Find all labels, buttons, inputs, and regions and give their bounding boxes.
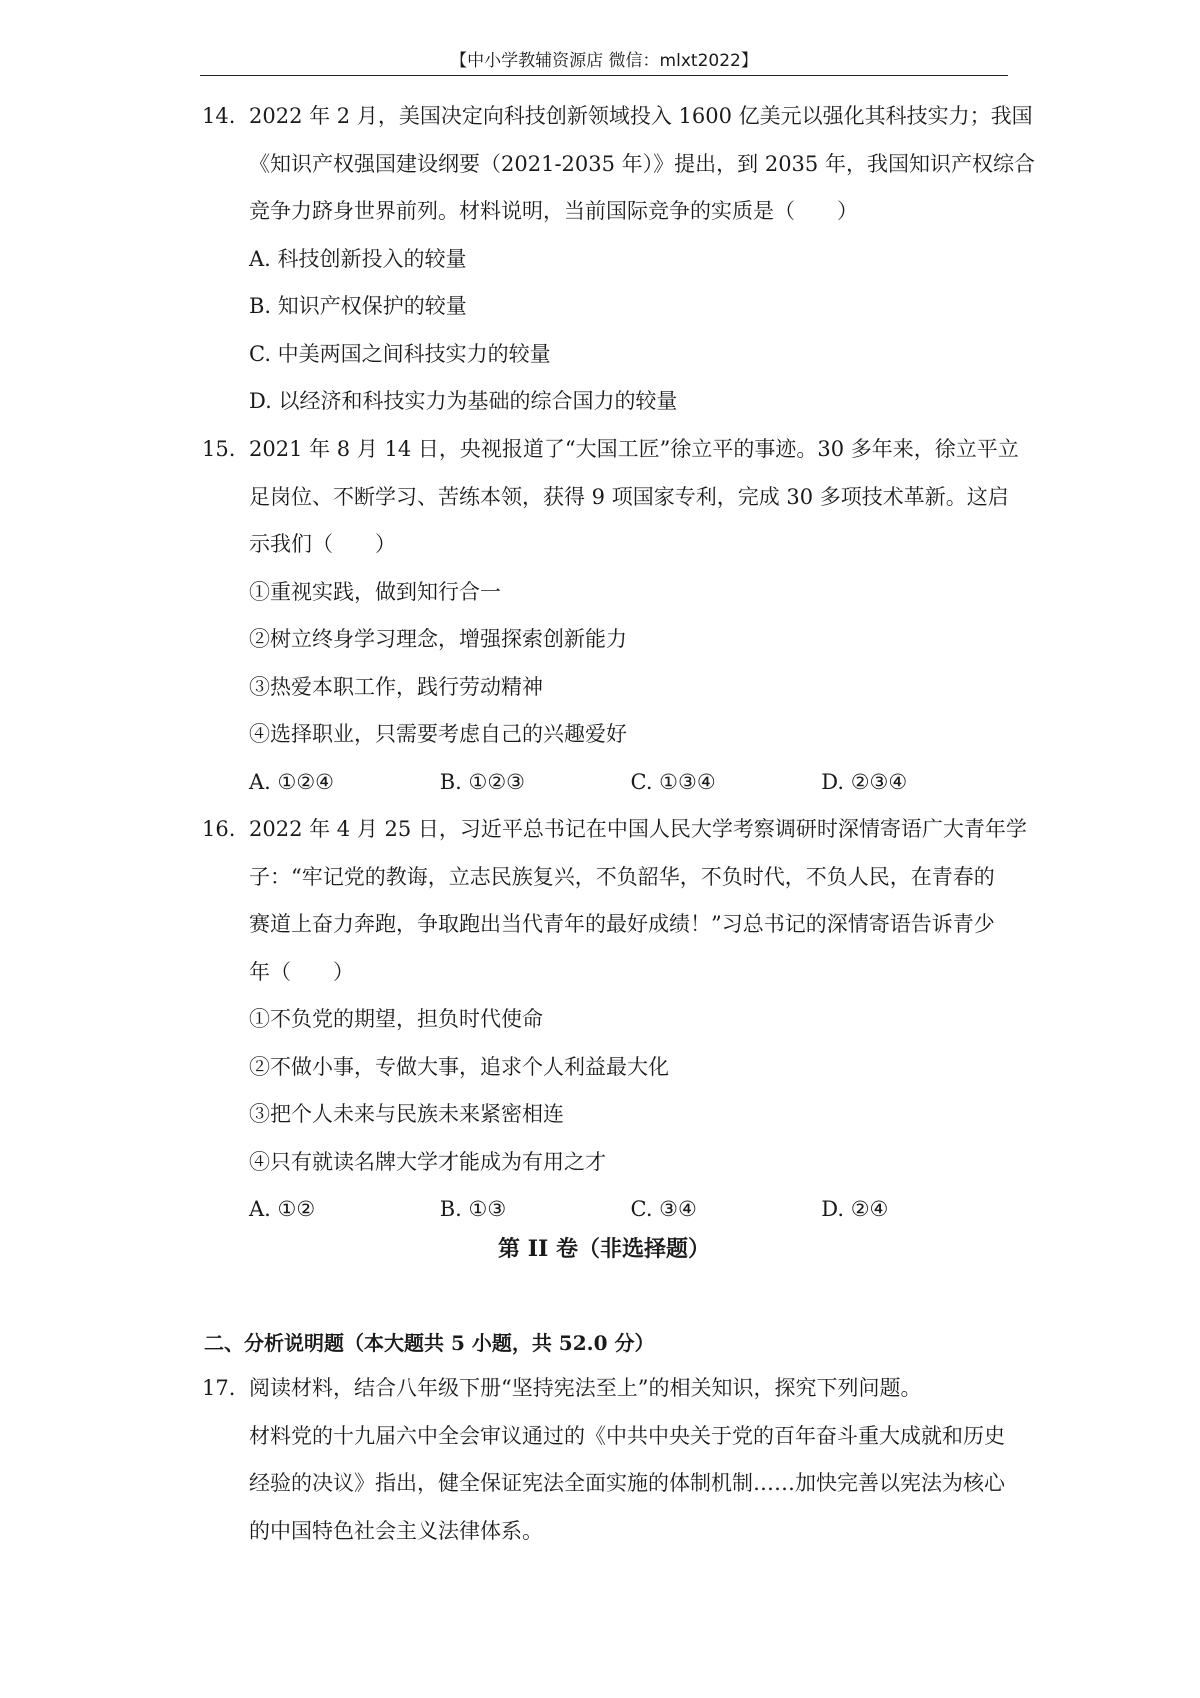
question-text-line: 2021 年 8 月 14 日，央视报道了“大国工匠”徐立平的事迹。30 多年来，徐立平立: [249, 437, 1019, 461]
question-text-line: 竞争力跻身世界前列。材料说明，当前国际竞争的实质是（ ）: [249, 199, 858, 223]
page-header: 【中小学教辅资源店 微信：mlxt2022】: [450, 51, 758, 71]
question-text-line: 阅读材料，结合八年级下册“坚持宪法至上”的相关知识，探究下列问题。: [249, 1376, 922, 1400]
question-text-line: 示我们（ ）: [249, 532, 396, 556]
answer-options: [249, 1186, 1012, 1234]
option-d: D. ②③④: [821, 769, 908, 794]
choice-d: D. 以经济和科技实力为基础的综合国力的较量: [249, 389, 678, 413]
question-text-line: 《知识产权强国建设纲要（2021-2035 年）》提出，到 2035 年，我国知识产权综合: [249, 151, 1035, 176]
question-17: [202, 1365, 1012, 1555]
option-c: C. ③④: [630, 1197, 697, 1221]
statement-4: ④只有就读名牌大学才能成为有用之才: [249, 1149, 606, 1174]
question-text-line: 2022 年 2 月，美国决定向科技创新领域投入 1600 亿美元以强化其科技实力；我国: [249, 104, 1033, 128]
option-d: D. ②④: [821, 1197, 889, 1221]
statement-4: ④选择职业，只需要考虑自己的兴趣爱好: [249, 722, 627, 746]
statement-2: ②树立终身学习理念，增强探索创新能力: [249, 627, 627, 651]
question-15: [202, 426, 1019, 806]
material-text-line: 的中国特色社会主义法律体系。: [249, 1518, 543, 1543]
choice-b: B. 知识产权保护的较量: [249, 294, 467, 318]
material-text-line: 经验的决议》指出，健全保证宪法全面实施的体制机制……加快完善以宪法为核心: [249, 1471, 1005, 1495]
choice-a: A. 科技创新投入的较量: [249, 246, 467, 271]
header-divider: [200, 75, 1008, 76]
option-a: A. ①②④: [249, 769, 334, 794]
question-number: 16.: [202, 817, 236, 841]
option-c: C. ①③④: [630, 769, 716, 794]
option-a: A. ①②: [249, 1197, 316, 1221]
material-text-line: 材料党的十九届六中全会审议通过的《中共中央关于党的百年奋斗重大成就和历史: [249, 1423, 1005, 1448]
choice-c: C. 中美两国之间科技实力的较量: [249, 341, 551, 366]
question-number: 15.: [202, 437, 236, 461]
question-text-line: 子：“牢记党的教诲，立志民族复兴，不负韶华，不负时代，不负人民，在青春的: [249, 864, 995, 889]
question-text-line: 2022 年 4 月 25 日，习近平总书记在中国人民大学考察调研时深情寄语广大青年学: [249, 817, 1027, 841]
statement-1: ①重视实践，做到知行合一: [249, 579, 501, 604]
answer-options: [249, 759, 1012, 807]
question-number: 14.: [202, 104, 236, 128]
question-text-line: 赛道上奋力奔跑，争取跑出当代青年的最好成绩！”习总书记的深情寄语告诉青少: [249, 912, 995, 936]
statement-1: ①不负党的期望，担负时代使命: [249, 1007, 543, 1031]
question-number: 17.: [202, 1376, 236, 1400]
question-14: [202, 93, 1035, 426]
section-title: 第 II 卷（非选择题）: [498, 1236, 710, 1262]
question-text-line: 年（ ）: [249, 959, 354, 984]
option-b: B. ①②③: [439, 769, 526, 794]
part-title: 二、分析说明题（本大题共 5 小题，共 52.0 分）: [204, 1331, 655, 1355]
statement-3: ③把个人未来与民族未来紧密相连: [249, 1102, 564, 1126]
question-16: [202, 806, 1027, 1234]
statement-2: ②不做小事，专做大事，追求个人利益最大化: [249, 1054, 669, 1079]
option-b: B. ①③: [439, 1197, 507, 1221]
statement-3: ③热爱本职工作，践行劳动精神: [249, 674, 543, 699]
question-text-line: 足岗位、不断学习、苦练本领，获得 9 项国家专利，完成 30 多项技术革新。这启: [249, 484, 1009, 509]
